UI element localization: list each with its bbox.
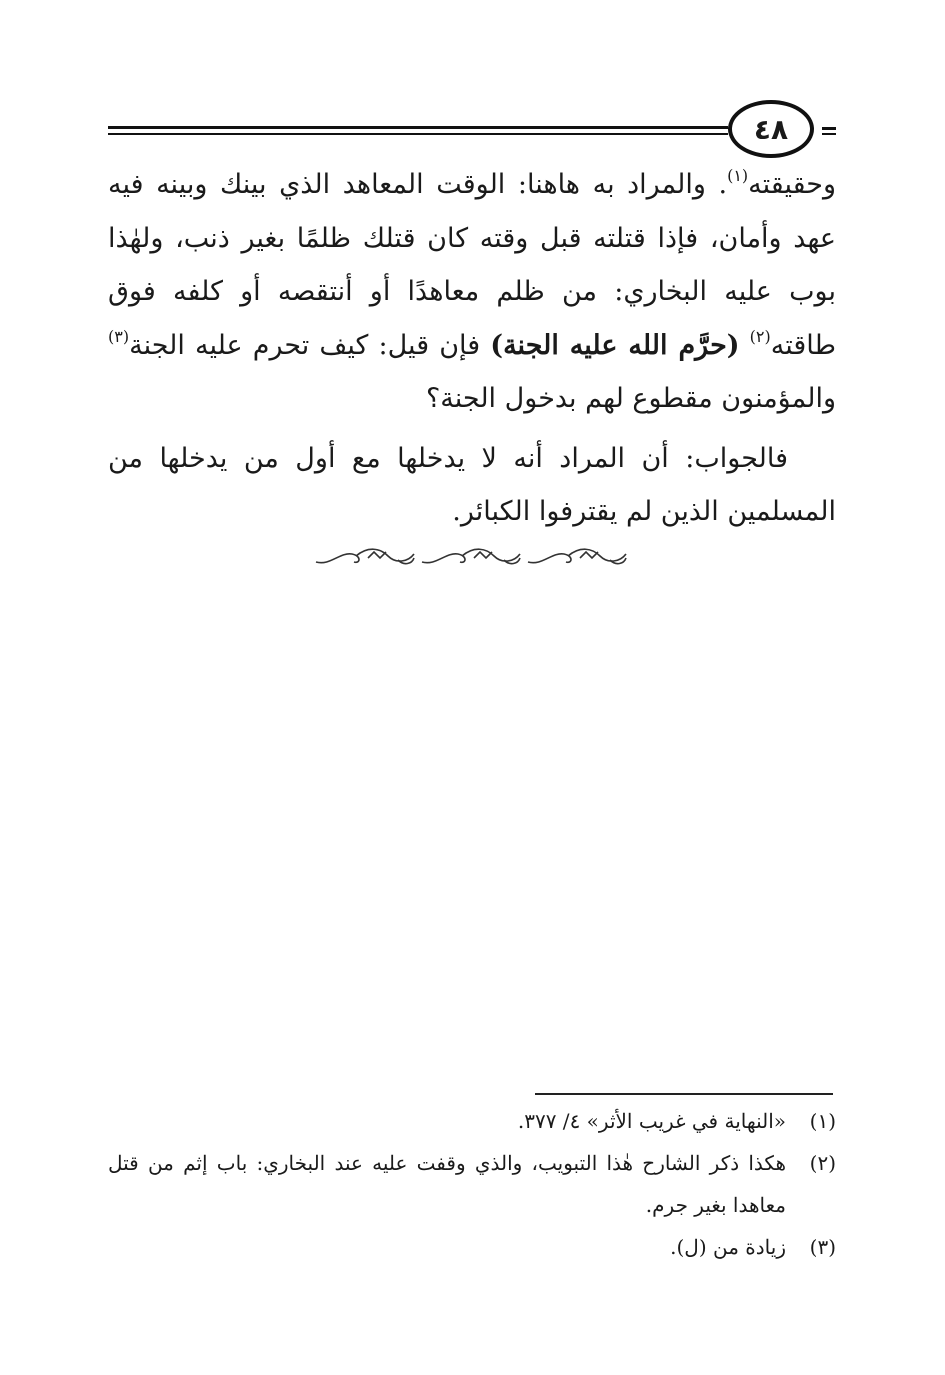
footnote-text: هكذا ذكر الشارح هٰذا التبويب، والذي وقفت عليه عند البخاري: باب إثم من قتل معاهدا بغير جرم. bbox=[108, 1151, 786, 1217]
header-rule-thin bbox=[108, 133, 728, 135]
page-number-badge bbox=[728, 100, 814, 158]
main-text bbox=[108, 158, 836, 539]
footnote-number: (٣) bbox=[809, 1235, 836, 1259]
page-number: ٤٨ bbox=[753, 112, 789, 146]
text-run: . والمراد به هاهنا: الوقت المعاهد الذي بينك وبينه فيه عهد وأمان، فإذا قتلته قبل وقته كان قتلك ظلمًا بغير ذنب، ولهٰذا بوب عليه البخاري: من ظلم معاهدًا أو أنتقصه أو كلفه فوق طاقته bbox=[108, 169, 836, 361]
footnote-ref-3[interactable]: (٣) bbox=[108, 326, 130, 346]
header-rule-end-thin bbox=[822, 133, 836, 135]
divider-ornament bbox=[310, 538, 630, 572]
footnotes bbox=[108, 1100, 836, 1268]
paragraph-explanation bbox=[108, 158, 836, 426]
paragraph-answer: فالجواب: أن المراد أنه لا يدخلها مع أول من يدخلها من المسلمين الذين لم يقترفوا الكبائر. bbox=[108, 442, 836, 527]
footnote-ref-2[interactable]: (٢) bbox=[749, 326, 771, 346]
footnote-number: (٢) bbox=[809, 1151, 836, 1175]
text-run: فإن قيل: كيف تحرم عليه الجنة bbox=[129, 329, 481, 361]
text-run: وحقيقته bbox=[748, 169, 836, 200]
footnote-text: «النهاية في غريب الأثر» ٤/ ٣٧٧. bbox=[517, 1109, 786, 1133]
footnote-2 bbox=[108, 1142, 836, 1226]
footnote-number: (١) bbox=[809, 1109, 836, 1133]
footnote-text: زيادة من (ل). bbox=[670, 1235, 786, 1259]
hadith-quote: (حرَّم الله عليه الجنة) bbox=[490, 329, 740, 361]
page-header bbox=[108, 100, 836, 160]
ornament-flourish bbox=[528, 549, 626, 563]
footnote-1 bbox=[108, 1100, 836, 1142]
header-rule-end bbox=[822, 127, 836, 130]
ornament-flourish bbox=[316, 549, 414, 563]
text-run: والمؤمنون مقطوع لهم بدخول الجنة؟ bbox=[425, 383, 836, 414]
footnote-ref-1[interactable]: (١) bbox=[727, 166, 749, 185]
footnote-3 bbox=[108, 1226, 836, 1268]
ornament-flourish bbox=[422, 549, 520, 563]
header-rule bbox=[108, 126, 728, 129]
footnote-separator bbox=[535, 1093, 833, 1095]
